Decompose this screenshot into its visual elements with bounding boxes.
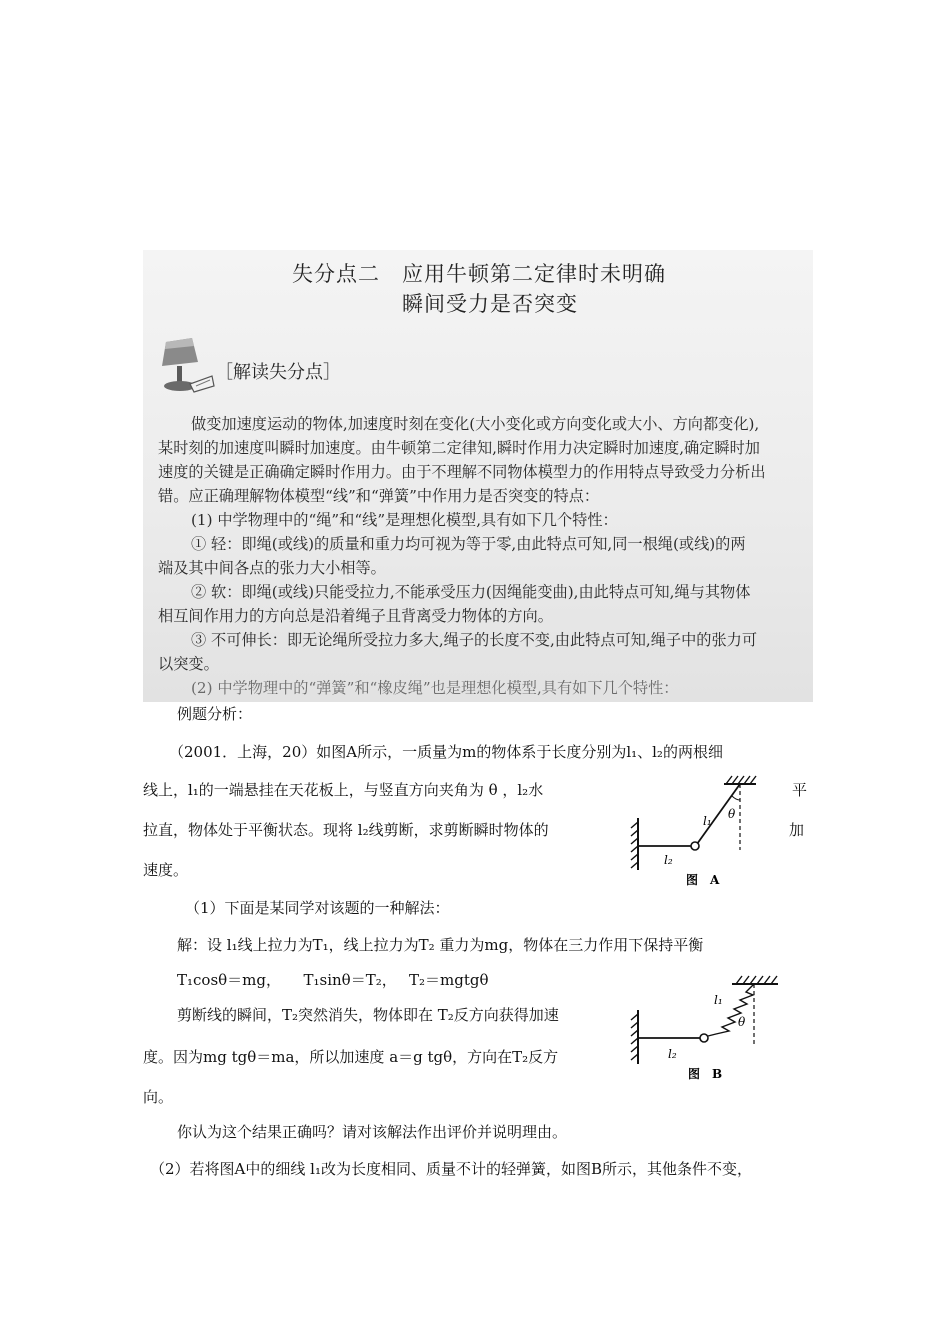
- intro-line: ① 轻：即绳(或线)的质量和重力均可视为等于零,由此特点可知,同一根绳(或线)的两: [191, 535, 746, 553]
- example-label: 例题分析：: [177, 705, 253, 723]
- problem-line: （2001．上海，20）如图A所示，一质量为m的物体系于长度分别为l₁、l₂的两根细: [169, 743, 723, 761]
- solution-line: 向。: [143, 1088, 174, 1106]
- solution-line: 解：设 l₁线上拉力为T₁，线上拉力为T₂ 重力为mg，物体在三力作用下保持平衡: [177, 936, 704, 954]
- figure-b-label-l1: l₁: [714, 993, 723, 1007]
- intro-line: 以突变。: [158, 655, 219, 673]
- intro-line: (1) 中学物理中的“绳”和“线”是理想化模型,具有如下几个特性：: [191, 511, 618, 529]
- section-header: ［解读失分点］: [215, 362, 341, 383]
- figure-a-diagram: [628, 770, 758, 890]
- problem-wrap-char: 加: [789, 821, 805, 839]
- figure-b-caption: 图 B: [688, 1067, 723, 1081]
- page-title-line-1: 失分点二 应用牛顿第二定律时未明确: [292, 262, 666, 286]
- figure-a-caption: 图 A: [686, 873, 720, 887]
- intro-line: 做变加速度运动的物体,加速度时刻在变化(大小变化或方向变化或大小、方向都变化),: [191, 415, 760, 433]
- figure-a-label-l2: l₂: [664, 853, 673, 867]
- intro-line: ③ 不可伸长：即无论绳所受拉力多大,绳子的长度不变,由此特点可知,绳子中的张力可: [191, 631, 758, 649]
- intro-line: ② 软：即绳(或线)只能受拉力,不能承受压力(因绳能变曲),由此特点可知,绳与其物体: [191, 583, 751, 601]
- intro-line: 端及其中间各点的张力大小相等。: [158, 559, 386, 577]
- intro-line: 某时刻的加速度叫瞬时加速度。由牛顿第二定律知,瞬时作用力决定瞬时加速度,确定瞬时加: [158, 439, 760, 457]
- page-title-line-2: 瞬间受力是否突变: [402, 292, 578, 316]
- problem-line: 速度。: [143, 861, 189, 879]
- part2-text: （2）若将图A中的细线 l₁改为长度相同、质量不计的轻弹簧，如图B所示，其他条件不变，: [150, 1160, 752, 1178]
- problem-line: 线上，l₁的一端悬挂在天花板上，与竖直方向夹角为 θ ，l₂水: [143, 781, 544, 799]
- figure-b-label-l2: l₂: [668, 1047, 677, 1061]
- desk-lamp-icon: [152, 336, 218, 398]
- intro-line: (2) 中学物理中的“弹簧”和“橡皮绳”也是理想化模型,具有如下几个特性：: [191, 679, 679, 697]
- intro-line: 错。应正确理解物体模型“线”和“弹簧”中作用力是否突变的特点：: [158, 487, 600, 505]
- question-text: 你认为这个结果正确吗？请对该解法作出评价并说明理由。: [177, 1123, 568, 1141]
- problem-wrap-char: 平: [792, 781, 808, 799]
- solution-equations: T₁cosθ＝mg， T₁sinθ＝T₂， T₂＝mgtgθ: [177, 971, 489, 989]
- solution-line: 度。因为mg tgθ＝ma，所以加速度 a＝g tgθ，方向在T₂反方: [143, 1048, 559, 1066]
- intro-line: 速度的关键是正确确定瞬时作用力。由于不理解不同物体模型力的作用特点导致受力分析出: [158, 463, 766, 481]
- solution-line: 剪断线的瞬间，T₂突然消失，物体即在 T₂反方向获得加速: [177, 1006, 559, 1024]
- figure-b-diagram: [628, 972, 784, 1084]
- figure-b-label-theta: θ: [738, 1015, 746, 1029]
- part1-intro: （1）下面是某同学对该题的一种解法：: [185, 899, 450, 917]
- figure-a-label-l1: l₁: [703, 814, 712, 828]
- figure-a-label-theta: θ: [728, 807, 736, 821]
- problem-line: 拉直，物体处于平衡状态。现将 l₂线剪断，求剪断瞬时物体的: [143, 821, 549, 839]
- intro-line: 相互间作用力的方向总是沿着绳子且背离受力物体的方向。: [158, 607, 553, 625]
